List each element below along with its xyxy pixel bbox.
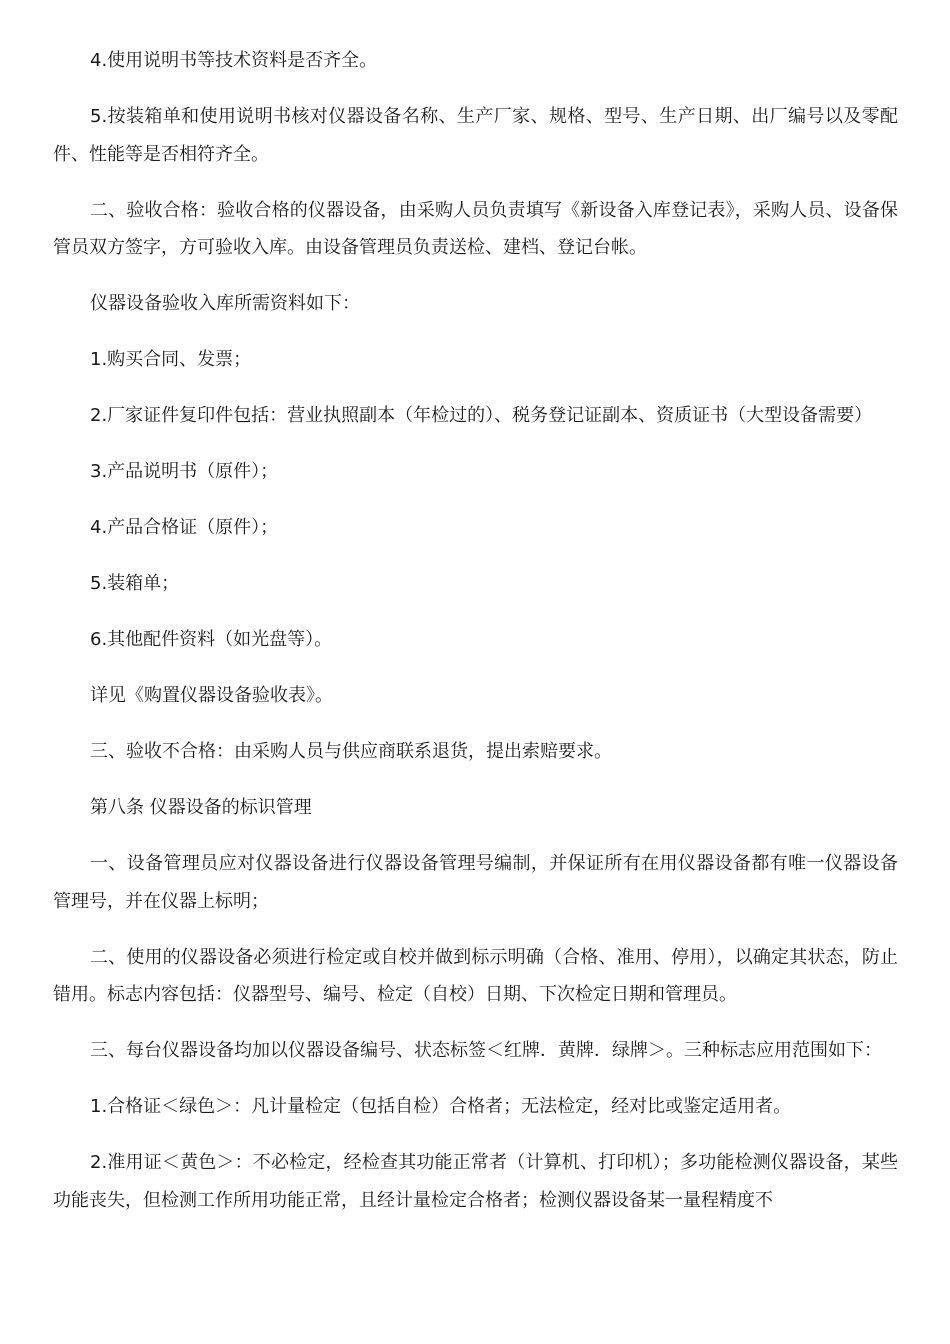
- paragraph: 4.产品合格证（原件）；: [90, 517, 279, 538]
- paragraph: 6.其他配件资料（如光盘等）。: [90, 629, 333, 650]
- paragraph: 仪器设备验收入库所需资料如下：: [90, 293, 360, 314]
- paragraph: 三、验收不合格：由采购人员与供应商联系退货，提出索赔要求。: [90, 741, 612, 762]
- paragraph: 二、使用的仪器设备必须进行检定或自校并做到标示明确（合格、准用、停用），以确定其状态，防止错用。标志内容包括：仪器型号、编号、检定（自校）日期、下次检定日期和管理员。: [53, 946, 898, 1005]
- paragraph: 1.合格证＜绿色＞：凡计量检定（包括自检）合格者；无法检定，经对比或鉴定适用者。: [90, 1096, 792, 1117]
- paragraph: 3.产品说明书（原件）；: [90, 461, 279, 482]
- paragraph: 5.装箱单；: [90, 573, 180, 594]
- paragraph: 5.按装箱单和使用说明书核对仪器设备名称、生产厂家、规格、型号、生产日期、出厂编号以及零配件、性能等是否相符齐全。: [53, 106, 898, 165]
- section-heading: 第八条 仪器设备的标识管理: [90, 797, 312, 818]
- paragraph: 4.使用说明书等技术资料是否齐全。: [90, 50, 378, 71]
- document-body: [53, 42, 898, 1238]
- paragraph: 二、验收合格：验收合格的仪器设备，由采购人员负责填写《新设备入库登记表》，采购人员、设备保管员双方签字，方可验收入库。由设备管理员负责送检、建档、登记台帐。: [53, 199, 898, 258]
- paragraph: 三、每台仪器设备均加以仪器设备编号、状态标签＜红牌．黄牌．绿牌＞。三种标志应用范围如下：: [90, 1040, 882, 1061]
- paragraph: 1.购买合同、发票；: [90, 349, 252, 370]
- paragraph: 2.厂家证件复印件包括：营业执照副本（年检过的）、税务登记证副本、资质证书（大型设备需要）: [90, 405, 873, 426]
- paragraph: 一、设备管理员应对仪器设备进行仪器设备管理号编制，并保证所有在用仪器设备都有唯一仪器设备管理号，并在仪器上标明；: [53, 853, 898, 912]
- paragraph: 2.准用证＜黄色＞：不必检定，经检查其功能正常者（计算机、打印机）；多功能检测仪器设备，某些功能丧失，但检测工作所用功能正常，且经计量检定合格者；检测仪器设备某一量程精度不: [53, 1152, 898, 1211]
- paragraph: 详见《购置仪器设备验收表》。: [90, 685, 333, 706]
